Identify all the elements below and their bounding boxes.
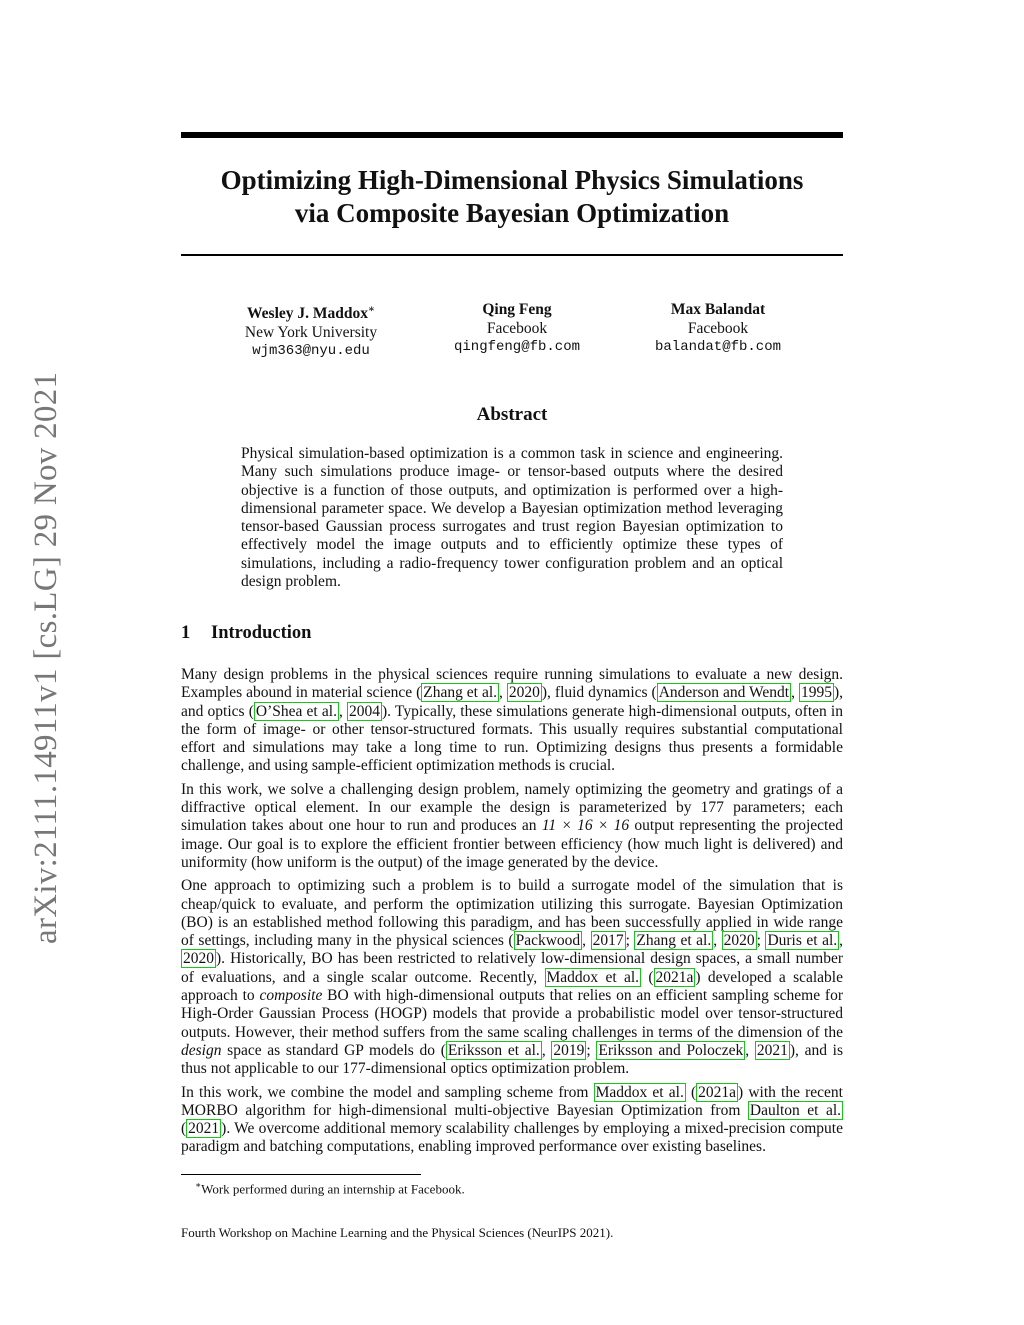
- text-run: ;: [625, 932, 635, 950]
- venue-line: Fourth Workshop on Machine Learning and the Physical Sciences (NeurIPS 2021).: [181, 1225, 614, 1240]
- citation-link[interactable]: Packwood: [515, 932, 581, 950]
- text-run: (: [181, 1120, 187, 1138]
- text-run: ;: [756, 932, 766, 950]
- math-expression: 11 × 16 × 16: [541, 817, 630, 835]
- text-run: In this work, we combine the model and sampling scheme from: [181, 1083, 594, 1101]
- author-name: Wesley J. Maddox: [247, 305, 369, 323]
- text-run: ) developed a scalable approach to: [181, 968, 843, 1005]
- citation-link[interactable]: 2021a: [655, 968, 694, 986]
- citation-link[interactable]: 2020: [183, 950, 214, 968]
- text-run: ,: [582, 932, 591, 950]
- text-run: ,: [338, 702, 348, 720]
- title-rule-top: [181, 132, 843, 138]
- citation-link[interactable]: 1995: [800, 684, 832, 702]
- author-name: Max Balandat: [670, 301, 766, 318]
- emphasis: composite: [259, 987, 323, 1005]
- section-number: 1: [181, 623, 191, 643]
- introduction-body: [181, 666, 843, 1162]
- citation-link[interactable]: Eriksson and Poloczek: [598, 1041, 744, 1059]
- author-2: [407, 300, 627, 357]
- text-run: ). We overcome additional memory scalability challenges by employing a mixed-precision compute paradigm and batching computations, enabling improved performance over existing baselines.: [181, 1120, 843, 1156]
- title-line-2: via Composite Bayesian Optimization: [294, 198, 730, 228]
- text-run: space as standard GP models do (: [221, 1041, 446, 1059]
- footnote-rule: [181, 1174, 421, 1175]
- text-run: ,: [499, 684, 507, 702]
- citation-link[interactable]: Daulton et al.: [749, 1101, 841, 1119]
- text-run: output representing the projected image. Our goal is to explore the efficient frontier between efficiency (how much light is delivered) and uniformity (how uniform is the output) of the image generated by the device.: [181, 817, 843, 871]
- paragraph-4: [181, 1084, 843, 1157]
- text-run: (: [685, 1083, 697, 1101]
- author-1: [201, 300, 421, 361]
- text-run: ;: [586, 1041, 597, 1059]
- text-run: ,: [791, 684, 799, 702]
- author-email: qingfeng@fb.com: [453, 339, 581, 355]
- author-footnote-mark: ∗: [368, 304, 375, 315]
- author-email: wjm363@nyu.edu: [252, 343, 370, 360]
- text-run: Many design problems in the physical sciences require running simulations to evaluate a new design. Examples abound in material science (: [181, 666, 843, 702]
- author-3: [608, 300, 828, 357]
- abstract-heading: Abstract: [476, 404, 548, 425]
- footnote: [195, 1180, 465, 1197]
- text-run: ,: [713, 932, 722, 950]
- citation-link[interactable]: Maddox et al.: [595, 1083, 684, 1101]
- text-run: ,: [745, 1041, 755, 1059]
- citation-link[interactable]: 2020: [508, 684, 540, 702]
- title-rule-bottom: [181, 254, 843, 256]
- citation-link[interactable]: 2021a: [698, 1083, 737, 1101]
- citation-link[interactable]: 2021: [188, 1120, 220, 1138]
- footnote-mark: ∗: [195, 1180, 202, 1190]
- citation-link[interactable]: 2020: [723, 932, 755, 950]
- author-block: [181, 300, 843, 370]
- text-run: One approach to optimizing such a problem is to build a surrogate model of the simulation that is cheap/quick to evaluate, and perform the optimization utilizing this surrogate. Bayesian Optimization (BO) is an established method following this paradigm, and has been successfully applied in wide range of settings, including many in the physical sciences (: [181, 877, 843, 950]
- text-run: ), and is thus not applicable to our 177-dimensional optics optimization problem.: [181, 1041, 844, 1078]
- emphasis: design: [181, 1041, 222, 1059]
- citation-link[interactable]: 2019: [553, 1041, 585, 1059]
- citation-link[interactable]: Maddox et al.: [546, 968, 640, 986]
- text-run: ). Typically, these simulations generate high-dimensional outputs, often in the form of image- or other tensor-structured formats. This usually requires substantial computational effort and simulations may take a long time to run. Optimizing designs thus presents a formidable challenge, and using sample-efficient optimization methods is crucial.: [181, 702, 843, 775]
- citation-link[interactable]: 2004: [349, 702, 381, 720]
- author-affiliation: New York University: [244, 324, 378, 342]
- paragraph-3: [181, 877, 843, 1078]
- citation-link[interactable]: 2017: [592, 932, 624, 950]
- text-run: (: [641, 968, 654, 986]
- section-heading: [181, 623, 311, 644]
- text-run: ) with the recent MORBO algorithm for high-dimensional multi-objective Bayesian Optimization from: [181, 1083, 843, 1119]
- text-run: ), fluid dynamics (: [541, 684, 657, 702]
- title-line-1: Optimizing High-Dimensional Physics Simulations: [220, 165, 804, 195]
- author-name: Qing Feng: [482, 301, 552, 318]
- paragraph-1: [181, 666, 843, 776]
- text-run: BO with high-dimensional outputs that relies on an efficient sampling scheme for High-Order Gaussian Process (HOGP) models that provide a probabilistic model over tensor-structured outputs. However, their method suffers from the same scaling challenges in terms of the dimension of the: [181, 987, 843, 1041]
- citation-link[interactable]: Anderson and Wendt: [658, 684, 790, 702]
- text-run: In this work, we solve a challenging design problem, namely optimizing the geometry and gratings of a diffractive optical element. In our example the design is parameterized by 177 parameters; each simulation takes about one hour to run and produces an: [181, 780, 843, 835]
- paper-title: [181, 164, 843, 230]
- text-run: ). Historically, BO has been restricted to relatively low-dimensional design spaces, a small number of evaluations, and a single scalar outcome. Recently,: [181, 950, 843, 986]
- arxiv-stamp: arXiv:2111.14911v1 [cs.LG] 29 Nov 2021: [28, 371, 64, 944]
- author-affiliation: Facebook: [486, 320, 548, 337]
- section-title: Introduction: [211, 623, 312, 643]
- text-run: ), and optics (: [181, 684, 843, 720]
- footnote-text: Work performed during an internship at Facebook.: [201, 1181, 465, 1197]
- author-affiliation: Facebook: [687, 320, 749, 337]
- citation-link[interactable]: Duris et al.: [767, 932, 838, 950]
- citation-link[interactable]: O’Shea et al.: [255, 702, 337, 720]
- paragraph-2: [181, 781, 843, 872]
- citation-link[interactable]: 2021: [756, 1041, 788, 1059]
- citation-link[interactable]: Zhang et al.: [636, 932, 712, 950]
- text-run: ,: [839, 932, 844, 950]
- citation-link[interactable]: Zhang et al.: [423, 684, 498, 702]
- text-run: ,: [541, 1041, 552, 1059]
- author-email: balandat@fb.com: [654, 339, 782, 355]
- abstract-text: Physical simulation-based optimization is a common task in science and engineering. Many such simulations produce image- or tensor-based outputs where the desired objective is a function of those outputs, and optimization is performed over a high-dimensional parameter space. We develop a Bayesian optimization method leveraging tensor-based Gaussian process surrogates and trust region Bayesian optimization to effectively model the image outputs and to efficiently optimize these types of simulations, including a radio-frequency tower configuration problem and an optical design problem.: [241, 445, 783, 591]
- citation-link[interactable]: Eriksson et al.: [447, 1041, 540, 1059]
